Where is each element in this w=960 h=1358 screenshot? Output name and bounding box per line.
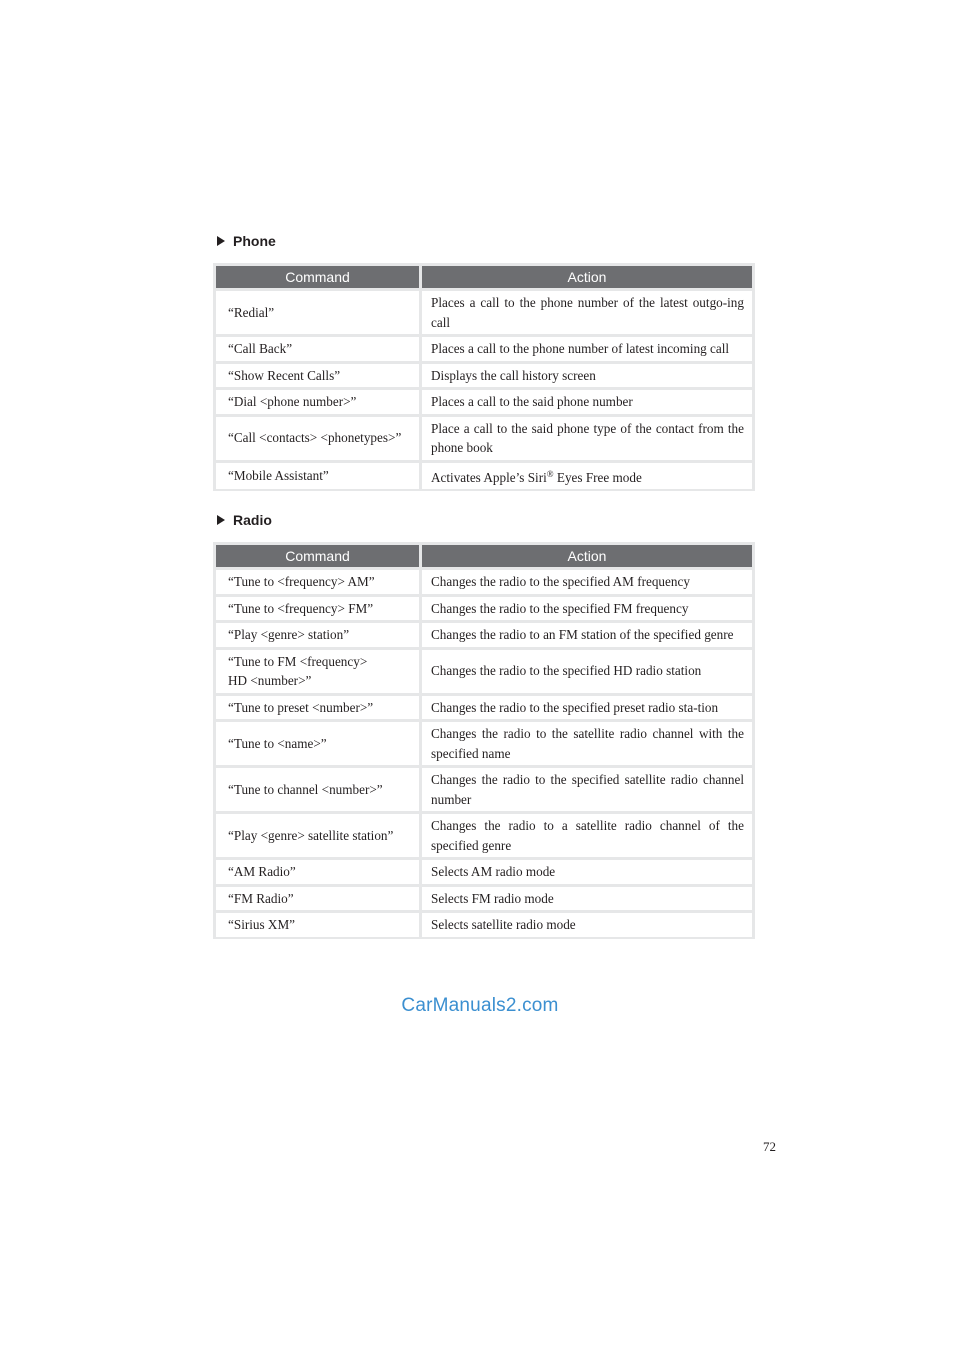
command-cell: “Sirius XM” [216,910,422,937]
watermark-link[interactable]: CarManuals2.com [401,995,559,1016]
action-cell: Changes the radio to an FM station of the specified genre [422,620,752,647]
action-cell: Places a call to the said phone number [422,387,752,414]
radio-heading-text: Radio [233,512,272,528]
table-row [216,647,752,693]
action-text: Activates Apple’s Siri [431,469,547,485]
command-cell: “Dial <phone number>” [216,387,422,414]
action-column-header: Action [422,545,752,567]
action-text-after: Eyes Free mode [553,469,642,485]
table-row [216,857,752,884]
action-column-header: Action [422,266,752,288]
action-cell: Changes the radio to the specified FM frequency [422,594,752,621]
command-column-header: Command [216,545,422,567]
table-row [216,620,752,647]
action-cell: Selects satellite radio mode [422,910,752,937]
action-cell: Changes the radio to the specified HD radio station [422,647,752,693]
command-cell: “Call Back” [216,334,422,361]
command-cell: “Play <genre> station” [216,620,422,647]
action-cell: Changes the radio to the specified satellite radio channel number [422,765,752,811]
action-cell: Changes the radio to a satellite radio channel of the specified genre [422,811,752,857]
action-cell: Changes the radio to the satellite radio channel with the specified name [422,719,752,765]
table-row [216,884,752,911]
table-row [216,693,752,720]
triangle-bullet-icon [217,236,225,246]
table-row [216,288,752,334]
table-row [216,567,752,594]
command-cell: “Tune to <frequency> FM” [216,594,422,621]
command-cell: “Mobile Assistant” [216,460,422,490]
table-header-row [216,266,752,288]
triangle-bullet-icon [217,515,225,525]
radio-commands-table [213,542,755,939]
action-cell: Displays the call history screen [422,361,752,388]
command-cell: “AM Radio” [216,857,422,884]
page-number: 72 [763,1139,776,1154]
phone-commands-table [213,263,755,491]
table-row [216,765,752,811]
table-row [216,594,752,621]
command-cell: “Tune to channel <number>” [216,765,422,811]
command-cell: “Tune to <name>” [216,719,422,765]
table-row [216,414,752,460]
table-row [216,910,752,937]
table-row [216,361,752,388]
action-cell: Place a call to the said phone type of the contact from the phone book [422,414,752,460]
command-cell: “Redial” [216,288,422,334]
phone-heading-text: Phone [233,233,276,249]
command-cell [216,647,422,693]
action-cell: Places a call to the phone number of the latest outgo-ing call [422,288,752,334]
action-cell: Places a call to the phone number of latest incoming call [422,334,752,361]
table-row [216,719,752,765]
command-cell: “Tune to preset <number>” [216,693,422,720]
command-line-2: HD <number>” [228,673,312,688]
command-column-header: Command [216,266,422,288]
command-line-1: “Tune to FM <frequency> [228,653,368,669]
table-row [216,811,752,857]
action-cell: Selects AM radio mode [422,857,752,884]
registered-mark: ® [546,468,554,479]
command-cell: “Play <genre> satellite station” [216,811,422,857]
table-row [216,334,752,361]
phone-heading [217,233,276,249]
table-header-row [216,545,752,567]
command-cell: “FM Radio” [216,884,422,911]
action-cell: Selects FM radio mode [422,884,752,911]
action-cell [422,460,752,490]
command-cell: “Tune to <frequency> AM” [216,567,422,594]
command-cell: “Show Recent Calls” [216,361,422,388]
action-cell: Changes the radio to the specified AM frequency [422,567,752,594]
command-cell: “Call <contacts> <phonetypes>” [216,414,422,460]
table-row [216,460,752,490]
action-cell: Changes the radio to the specified preset radio sta-tion [422,693,752,720]
table-row [216,387,752,414]
radio-heading [217,512,272,528]
